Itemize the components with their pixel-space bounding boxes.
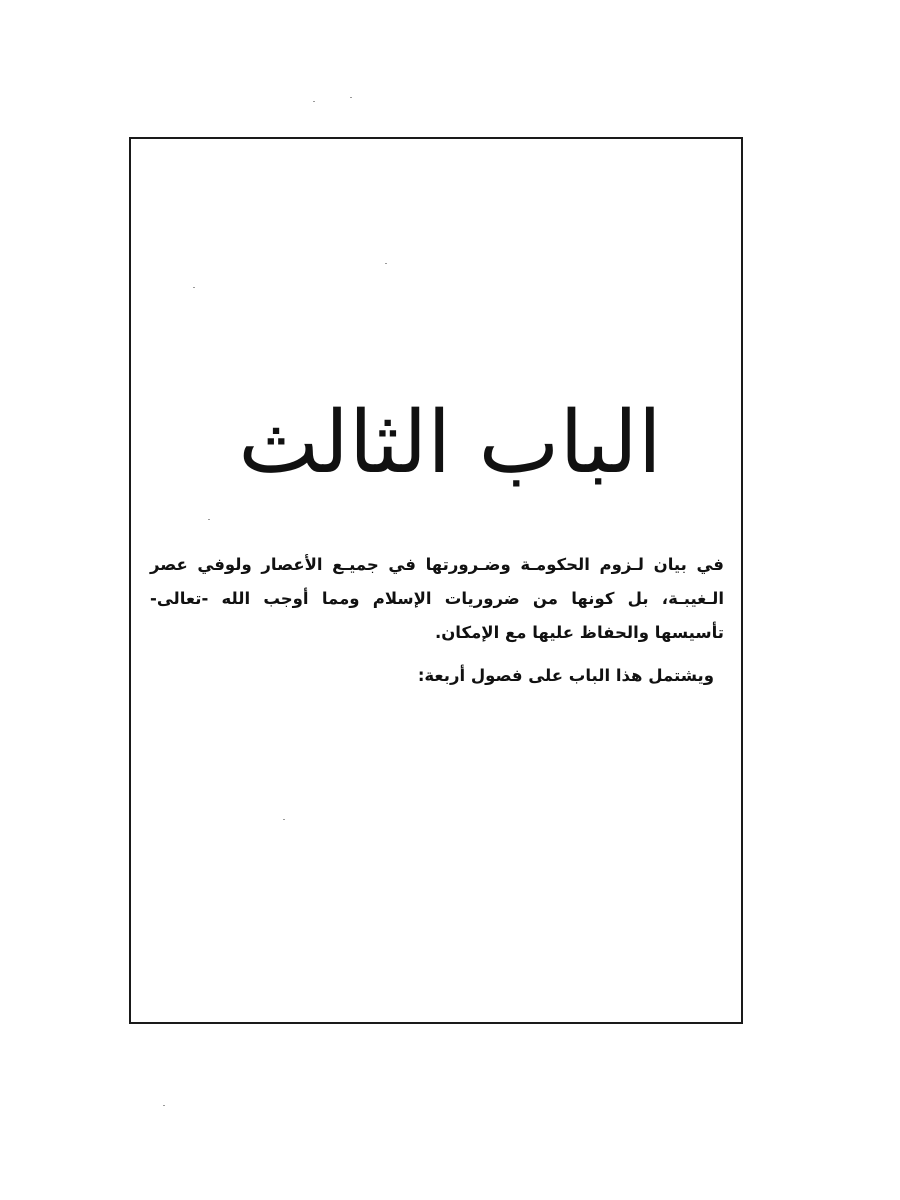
scan-speck (208, 519, 210, 520)
scan-speck (385, 263, 387, 264)
scan-speck (313, 101, 315, 102)
scan-speck (193, 287, 195, 288)
chapter-description: في بيان لـزوم الحكومـة وضـرورتها في جميـع الأعصار ولوفي عصر الـغيبـة، بل كونها من ضروريات الإسلام ومما أوجب الله -تعالى- تأسيسها والحفاظ عليها مع الإمكان. (150, 555, 724, 642)
scan-speck (283, 819, 285, 820)
chapter-title: الباب الثالث (238, 393, 662, 493)
scan-speck (350, 97, 352, 98)
scan-speck (163, 1105, 165, 1106)
chapter-sections-intro: ويشتمل هذا الباب على فصول أربعة: (417, 666, 714, 685)
